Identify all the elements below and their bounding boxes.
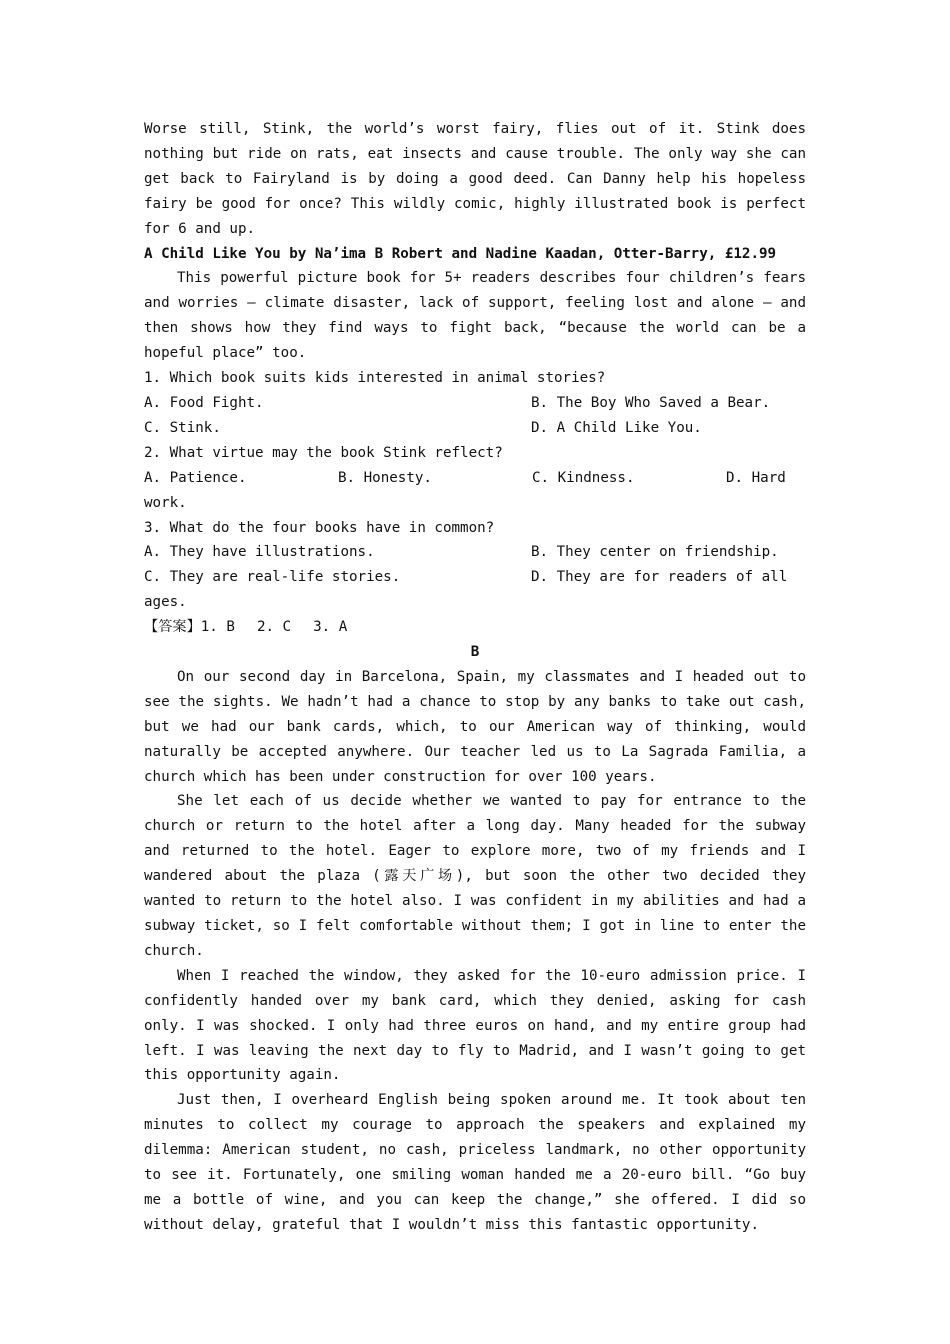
question-3-option-d: D. They are for readers of all [531, 569, 788, 586]
section-b-paragraph-3: When I reached the window, they asked for the 10-euro admission price. I confidently handed over my bank card, which they denied, asking for cash only. I was shocked. I only had three euros on hand, and my entire group had left. I was leaving the next day to fly to Madrid, and I wasn’t going to get this opportunity again. [144, 967, 806, 1084]
answer-key [144, 615, 806, 640]
book4-heading: A Child Like You by Na’ima B Robert and Nadine Kaadan, Otter-Barry, £12.99 [144, 245, 777, 262]
question-2-options-row [144, 466, 806, 491]
book4-description: This powerful picture book for 5+ readers describes four children’s fears and worries — climate disaster, lack of support, feeling lost and alone — and then shows how they find ways to fight back, “because the world can be a hopeful place” too. [144, 270, 806, 362]
section-b-paragraph-1: On our second day in Barcelona, Spain, my classmates and I headed out to see the sights. We hadn’t had a chance to stop by any banks to take out cash, but we had our bank cards, which, to our American way of thinking, would naturally be accepted anywhere. Our teacher led us to La Sagrada Familia, a church which has been under construction for over 100 years. [144, 668, 806, 785]
section-b-heading: B [470, 644, 480, 661]
document-page [144, 117, 806, 1238]
question-3-option-b: B. They center on friendship. [531, 544, 779, 561]
question-3-stem: 3. What do the four books have in common? [144, 519, 495, 536]
answer-3: 3. A [313, 619, 348, 636]
answer-label: 【答案】 [144, 619, 201, 636]
question-1-options-row-1 [144, 391, 806, 416]
question-3-options-row-1 [144, 540, 806, 565]
stink-paragraph: Worse still, Stink, the world’s worst fairy, flies out of it. Stink does nothing but ride on rats, eat insects and cause trouble. The only way she can get back to Fairyland is by doing a good deed. Can Danny help his hopeless fairy be good for once? This wildly comic, highly illustrated book is perfect for 6 and up. [144, 121, 806, 237]
answer-2: 2. C [256, 619, 292, 636]
question-3-options-row-2 [144, 565, 806, 590]
question-1-option-b: B. The Boy Who Saved a Bear. [531, 394, 771, 411]
question-2-option-d: D. Hard [726, 469, 786, 486]
question-2-option-b: B. Honesty. [338, 469, 432, 486]
question-1-option-d: D. A Child Like You. [531, 419, 702, 436]
question-3-option-d-wrap: ages. [144, 594, 187, 611]
question-2-option-c: C. Kindness. [532, 469, 635, 486]
question-1-options-row-2 [144, 416, 806, 441]
section-b-paragraph-4: Just then, I overheard English being spoken around me. It took about ten minutes to collect my courage to approach the speakers and explained my dilemma: American student, no cash, priceless landmark, no other opportunity to see it. Fortunately, one smiling woman handed me a 20-euro bill. “Go buy me a bottle of wine, and you can keep the change,” she offered. I did so without delay, grateful that I wouldn’t miss this fantastic opportunity. [144, 1092, 806, 1233]
section-b-paragraph-2: She let each of us decide whether we wanted to pay for entrance to the church or return to the hotel after a long day. Many headed for the subway and returned to the hotel. Eager to explore more, two of my friends and I wandered about the plaza (露天广场), but soon the other two decided they wanted to return to the hotel also. I was confident in my abilities and had a subway ticket, so I felt comfortable without them; I got in line to enter the church. [144, 793, 806, 959]
question-2-option-a: A. Patience. [144, 469, 247, 486]
question-1-stem: 1. Which book suits kids interested in animal stories? [144, 370, 606, 387]
question-1-option-a: A. Food Fight. [144, 394, 264, 411]
question-1-option-c: C. Stink. [144, 419, 221, 436]
question-2-option-d-wrap: work. [144, 494, 187, 511]
answer-1: 1. B [200, 619, 235, 636]
question-3-option-c: C. They are real-life stories. [144, 569, 401, 586]
question-2-stem: 2. What virtue may the book Stink reflect? [144, 444, 503, 461]
question-3-option-a: A. They have illustrations. [144, 544, 375, 561]
